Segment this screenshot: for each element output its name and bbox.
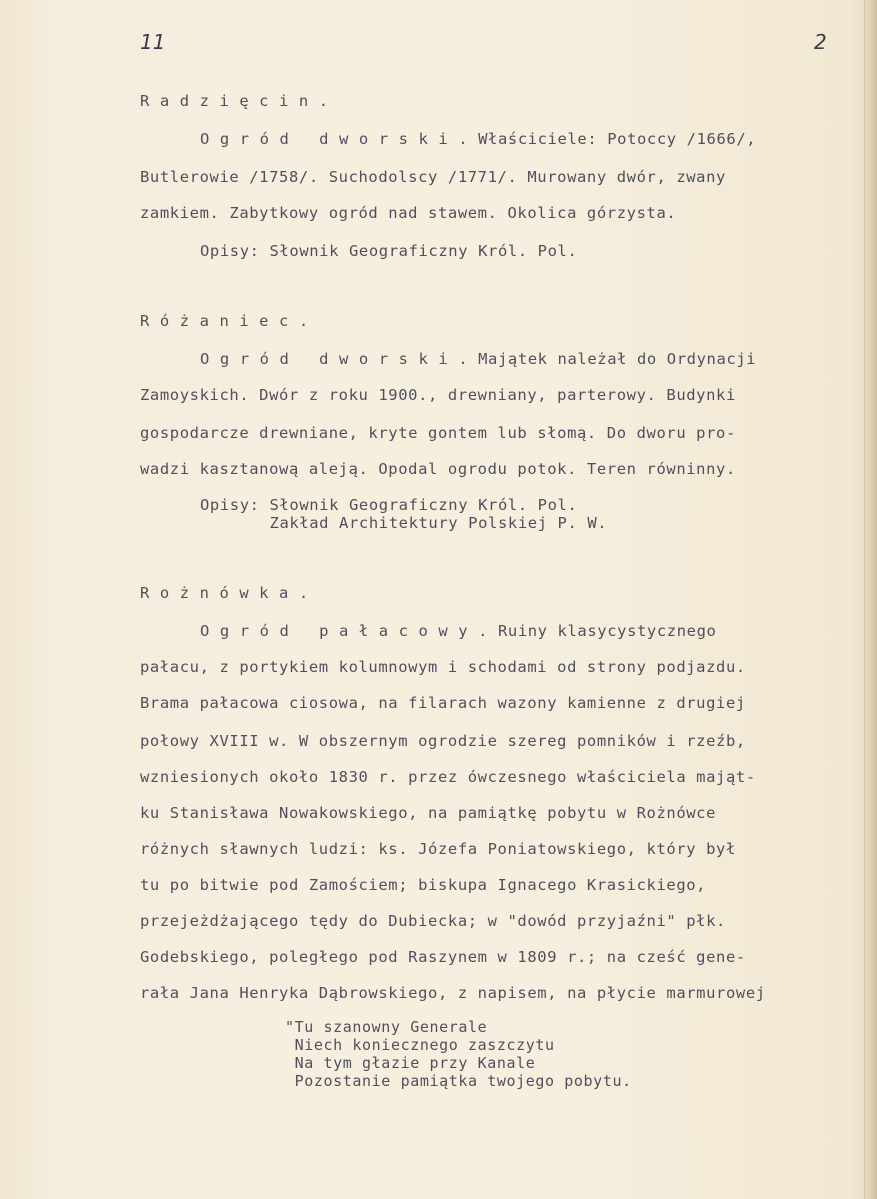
paragraph-line: O g r ó d d w o r s k i . Majątek należał do Ordynacji [200, 350, 757, 368]
paragraph-line: ku Stanisława Nowakowskiego, na pamiątkę pobytu w Rożnówce [140, 804, 717, 822]
paragraph-line: O g r ó d p a ł a c o w y . Ruiny klasycystycznego [200, 622, 717, 640]
section-heading: R ó ż a n i e c . [140, 312, 309, 330]
quote-line: Pozostanie pamiątka twojego pobytu. [285, 1072, 632, 1090]
paragraph-line: różnych sławnych ludzi: ks. Józefa Poniatowskiego, który był [140, 840, 736, 858]
paragraph-line: wadzi kasztanową aleją. Opodal ogrodu potok. Teren równinny. [140, 460, 736, 478]
paragraph-line: rała Jana Henryka Dąbrowskiego, z napisem, na płycie marmurowej [140, 984, 766, 1002]
sources-line: Zakład Architektury Polskiej P. W. [200, 514, 608, 532]
paragraph-line: Brama pałacowa ciosowa, na filarach wazony kamienne z drugiej [140, 694, 746, 712]
paragraph-line: zamkiem. Zabytkowy ogród nad stawem. Okolica górzysta. [140, 204, 677, 222]
paragraph-line: tu po bitwie pod Zamościem; biskupa Ignacego Krasickiego, [140, 876, 707, 894]
paragraph-line: O g r ó d d w o r s k i . Właściciele: Potoccy /1666/, [200, 130, 757, 148]
paragraph-line: wzniesionych około 1830 r. przez ówczesnego właściciela mająt- [140, 768, 756, 786]
quote-line: Niech koniecznego zaszczytu [285, 1036, 555, 1054]
paragraph-line: pałacu, z portykiem kolumnowym i schodami od strony podjazdu. [140, 658, 746, 676]
section-heading: R a d z i ę c i n . [140, 92, 329, 110]
section-heading: R o ż n ó w k a . [140, 584, 309, 602]
paragraph-line: Butlerowie /1758/. Suchodolscy /1771/. Murowany dwór, zwany [140, 168, 726, 186]
paragraph-line: Zamoyskich. Dwór z roku 1900., drewniany, parterowy. Budynki [140, 386, 736, 404]
page-number-right: 2 [814, 30, 827, 54]
sources-line: Opisy: Słownik Geograficzny Król. Pol. [200, 242, 578, 260]
sources-line: Opisy: Słownik Geograficzny Król. Pol. [200, 496, 578, 514]
paragraph-line: przejeżdżającego tędy do Dubiecka; w "dowód przyjaźni" płk. [140, 912, 726, 930]
paragraph-line: połowy XVIII w. W obszernym ogrodzie szereg pomników i rzeźb, [140, 732, 746, 750]
paragraph-line: gospodarcze drewniane, kryte gontem lub słomą. Do dworu pro- [140, 424, 736, 442]
quote-line: "Tu szanowny Generale [285, 1018, 488, 1036]
page-number-left: 11 [140, 30, 166, 54]
page-edge [864, 0, 877, 1199]
quote-line: Na tym głazie przy Kanale [285, 1054, 536, 1072]
paragraph-line: Godebskiego, poległego pod Raszynem w 1809 r.; na cześć gene- [140, 948, 746, 966]
